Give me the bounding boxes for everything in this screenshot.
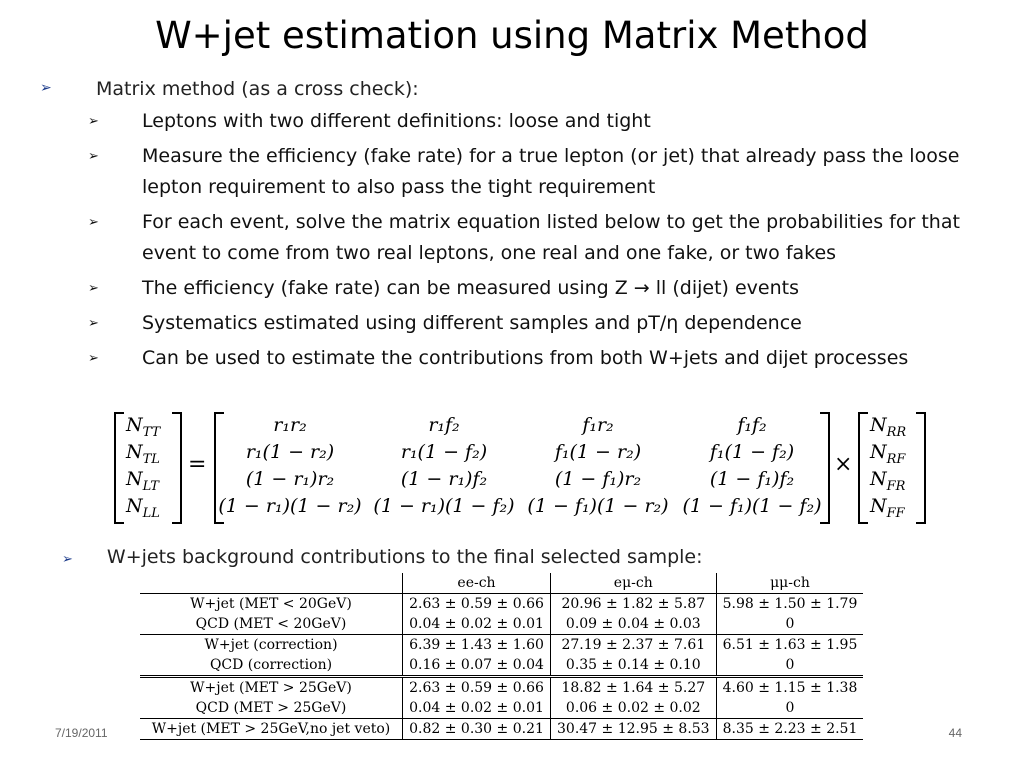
table-row (140, 614, 863, 635)
arrow-bullet-icon: ➢ (88, 149, 99, 164)
matrix-entry: (1 − r₁)f₂ (400, 468, 488, 490)
bullet-text: Measure the efficiency (fake rate) for a true lepton (or jet) that already pass the loose lepton requirement to also pass the tight requirement (142, 145, 960, 198)
right-bracket (172, 412, 182, 524)
bullet-text: Matrix method (as a cross check): (96, 78, 419, 100)
lhs-entry: $N_{LT}$ (126, 468, 159, 494)
rhs-entry: $N_{RR}$ (870, 414, 907, 440)
bullet-text: W+jets background contributions to the final selected sample: (106, 546, 703, 568)
bullet-level2 (40, 273, 1000, 304)
lhs-entry: $N_{TL}$ (126, 441, 160, 467)
results-table (140, 573, 863, 740)
equals-sign: = (188, 452, 207, 477)
table-header-row (140, 573, 863, 594)
table-cell: 0.16 ± 0.07 ± 0.04 (403, 655, 551, 677)
table-cell: W+jet (MET < 20GeV) (140, 594, 403, 615)
table-cell: 0.04 ± 0.02 ± 0.01 (403, 698, 551, 719)
table-cell: 30.47 ± 12.95 ± 8.53 (551, 719, 717, 740)
page-number: 44 (948, 726, 962, 740)
bullet-level2 (40, 343, 1000, 374)
arrow-bullet-icon: ➢ (88, 351, 99, 366)
table-cell: QCD (MET > 25GeV) (140, 698, 403, 719)
table-cell: 0 (716, 698, 863, 719)
matrix-entry: (1 − f₁)(1 − f₂) (682, 495, 822, 517)
table-row (140, 655, 863, 677)
table-cell: 2.63 ± 0.59 ± 0.66 (403, 594, 551, 615)
right-bracket (820, 412, 830, 524)
table-cell: 8.35 ± 2.23 ± 2.51 (716, 719, 863, 740)
arrow-bullet-icon: ➢ (62, 552, 73, 567)
table-header-cell (140, 573, 403, 594)
matrix-entry: r₁f₂ (428, 414, 460, 436)
matrix-entry: f₁r₂ (582, 414, 614, 436)
table-cell: 0.06 ± 0.02 ± 0.02 (551, 698, 717, 719)
matrix-entry: (1 − r₁)r₂ (245, 468, 335, 490)
bullet-level2 (40, 308, 1000, 339)
lhs-entry: $N_{TT}$ (126, 414, 161, 440)
table-row (140, 635, 863, 656)
bullet-level1 (62, 546, 703, 568)
table-cell: 27.19 ± 2.37 ± 7.61 (551, 635, 717, 656)
matrix-column (372, 412, 516, 520)
table-cell: 0.04 ± 0.02 ± 0.01 (403, 614, 551, 635)
arrow-bullet-icon: ➢ (88, 215, 99, 230)
table-cell: 6.39 ± 1.43 ± 1.60 (403, 635, 551, 656)
table-cell: W+jet (correction) (140, 635, 403, 656)
matrix-entry: (1 − r₁)(1 − f₂) (373, 495, 515, 517)
table-header-cell: μμ-ch (716, 573, 863, 594)
matrix-entry: f₁(1 − f₂) (709, 441, 795, 463)
rhs-entry: $N_{FF}$ (870, 495, 905, 521)
bullet-level2 (40, 141, 1000, 203)
bullet-list (40, 78, 1000, 378)
table-cell: 6.51 ± 1.63 ± 1.95 (722, 637, 858, 653)
matrix-column (680, 412, 824, 520)
times-sign: × (834, 452, 853, 477)
table-cell: 5.98 ± 1.50 ± 1.79 (722, 596, 858, 612)
table-cell: W+jet (MET > 25GeV) (140, 677, 403, 699)
slide-title: W+jet estimation using Matrix Method (155, 14, 869, 57)
right-bracket (916, 412, 926, 524)
matrix-column (526, 412, 670, 520)
left-bracket (858, 412, 868, 524)
table-row (140, 719, 863, 740)
footer-date: 7/19/2011 (55, 726, 108, 740)
bullet-level2 (40, 207, 1000, 269)
arrow-bullet-icon: ➢ (88, 281, 99, 296)
matrix-column (218, 412, 362, 520)
bullet-text: Systematics estimated using different samples and pT/η dependence (142, 312, 802, 334)
left-bracket (114, 412, 124, 524)
matrix-entry: f₁f₂ (737, 414, 767, 436)
table-cell: 0 (716, 655, 863, 677)
table-header-cell: ee-ch (403, 573, 551, 594)
matrix-entry: (1 − f₁)r₂ (554, 468, 642, 490)
lhs-entry: $N_{LL}$ (126, 495, 160, 521)
table-cell: 0.09 ± 0.04 ± 0.03 (551, 614, 717, 635)
lhs-vector (126, 412, 160, 520)
table-row (140, 677, 863, 699)
bullet-level1 (40, 78, 1000, 100)
matrix-entry: (1 − f₁)(1 − r₂) (527, 495, 669, 517)
table-cell: 0 (716, 614, 863, 635)
table-cell: 0.82 ± 0.30 ± 0.21 (403, 719, 551, 740)
matrix-entry: r₁(1 − r₂) (245, 441, 335, 463)
rhs-entry: $N_{RF}$ (870, 441, 906, 467)
matrix-equation (110, 408, 930, 524)
matrix-entry: (1 − r₁)(1 − r₂) (218, 495, 362, 517)
matrix-entry: r₁r₂ (273, 414, 307, 436)
table-header-cell: eμ-ch (551, 573, 717, 594)
arrow-bullet-icon: ➢ (40, 80, 52, 96)
table-cell: W+jet (MET > 25GeV,no jet veto) (140, 719, 403, 740)
table-cell: 2.63 ± 0.59 ± 0.66 (403, 677, 551, 699)
bullet-level2 (40, 106, 1000, 137)
table-cell: QCD (correction) (140, 655, 403, 677)
arrow-bullet-icon: ➢ (88, 316, 99, 331)
table-cell: 20.96 ± 1.82 ± 5.87 (551, 594, 717, 615)
table-row (140, 594, 863, 615)
table-cell: 18.82 ± 1.64 ± 5.27 (551, 677, 717, 699)
rhs-vector (870, 412, 906, 520)
table-cell: 4.60 ± 1.15 ± 1.38 (722, 680, 858, 696)
bullet-text: For each event, solve the matrix equation listed below to get the probabilities for that event to come from two real leptons, one real and one fake, or two fakes (142, 211, 960, 264)
matrix-entry: (1 − f₁)f₂ (709, 468, 795, 490)
bullet-text: Leptons with two different definitions: loose and tight (142, 110, 651, 132)
rhs-entry: $N_{FR}$ (870, 468, 906, 494)
bullet-text: The efficiency (fake rate) can be measured using Z → ll (dijet) events (142, 277, 800, 299)
table-row (140, 698, 863, 719)
arrow-bullet-icon: ➢ (88, 114, 99, 129)
table-cell: QCD (MET < 20GeV) (140, 614, 403, 635)
matrix-entry: r₁(1 − f₂) (400, 441, 488, 463)
bullet-text: Can be used to estimate the contributions from both W+jets and dijet processes (142, 347, 909, 369)
table-cell: 0.35 ± 0.14 ± 0.10 (551, 655, 717, 677)
matrix-entry: f₁(1 − r₂) (554, 441, 642, 463)
